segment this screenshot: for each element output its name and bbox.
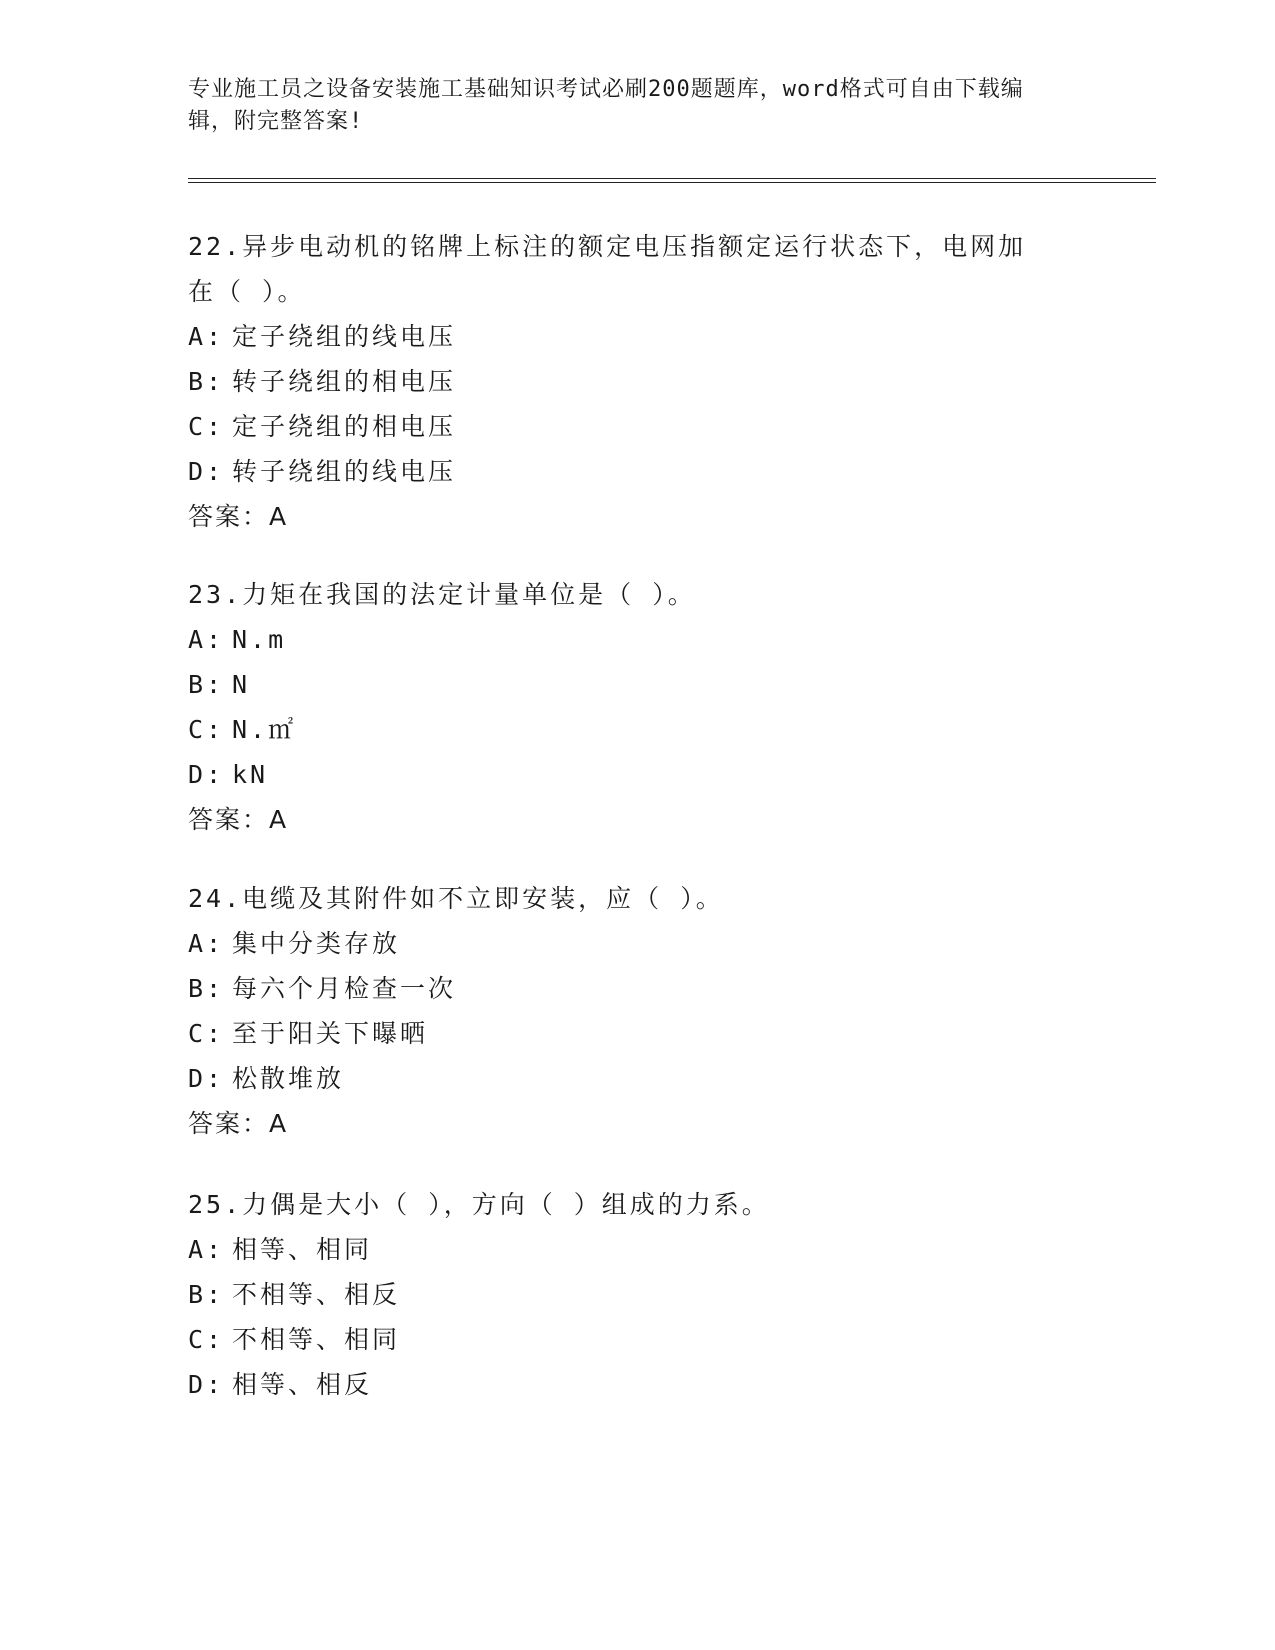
- question-22: [188, 224, 1088, 540]
- option-text: 每六个月检查一次: [232, 974, 457, 1003]
- option-text: 至于阳关下曝晒: [232, 1019, 429, 1048]
- option-text: N.㎡: [232, 715, 297, 744]
- option-text: 集中分类存放: [232, 929, 401, 958]
- option-d: [188, 1362, 1088, 1407]
- answer-line: 答案：A: [188, 1109, 289, 1138]
- option-a: [188, 1227, 1088, 1272]
- question-stem: 23.力矩在我国的法定计量单位是（ ）。: [188, 580, 696, 609]
- option-c: [188, 707, 1088, 752]
- option-letter: C:: [188, 715, 225, 744]
- question-24: [188, 876, 1088, 1147]
- option-letter: C:: [188, 1325, 225, 1354]
- question-25: [188, 1182, 1088, 1407]
- option-text: 相等、相反: [232, 1370, 373, 1399]
- option-text: 松散堆放: [232, 1064, 345, 1093]
- option-text: 不相等、相同: [232, 1325, 401, 1354]
- option-b: [188, 662, 1088, 707]
- option-text: N: [232, 670, 251, 699]
- answer-line: 答案：A: [188, 502, 289, 531]
- option-text: 不相等、相反: [232, 1280, 401, 1309]
- option-letter: C:: [188, 412, 225, 441]
- option-c: [188, 404, 1088, 449]
- option-a: [188, 314, 1088, 359]
- option-a: [188, 921, 1088, 966]
- option-a: [188, 617, 1088, 662]
- answer-line: 答案：A: [188, 805, 289, 834]
- option-letter: A:: [188, 322, 225, 351]
- option-c: [188, 1011, 1088, 1056]
- option-text: 定子绕组的线电压: [232, 322, 457, 351]
- option-text: 定子绕组的相电压: [232, 412, 457, 441]
- question-stem: 24.电缆及其附件如不立即安装，应（ ）。: [188, 884, 724, 913]
- option-letter: D:: [188, 760, 225, 789]
- option-text: 转子绕组的线电压: [232, 457, 457, 486]
- option-c: [188, 1317, 1088, 1362]
- option-letter: A:: [188, 1235, 225, 1264]
- option-b: [188, 359, 1088, 404]
- option-letter: D:: [188, 457, 225, 486]
- option-letter: B:: [188, 974, 225, 1003]
- option-text: 转子绕组的相电压: [232, 367, 457, 396]
- option-letter: C:: [188, 1019, 225, 1048]
- option-text: kN: [232, 760, 269, 789]
- option-b: [188, 966, 1088, 1011]
- option-letter: D:: [188, 1064, 225, 1093]
- document-header: 专业施工员之设备安装施工基础知识考试必刷200题题库，word格式可自由下载编辑，附完整答案!: [188, 77, 1024, 134]
- option-letter: B:: [188, 367, 225, 396]
- option-text: N.m: [232, 625, 287, 654]
- option-letter: A:: [188, 929, 225, 958]
- option-letter: D:: [188, 1370, 225, 1399]
- option-d: [188, 449, 1088, 494]
- option-letter: A:: [188, 625, 225, 654]
- option-letter: B:: [188, 670, 225, 699]
- option-text: 相等、相同: [232, 1235, 373, 1264]
- question-stem: 25.力偶是大小（ ），方向（ ）组成的力系。: [188, 1190, 770, 1219]
- option-d: [188, 1056, 1088, 1101]
- header-divider: [188, 178, 1156, 183]
- option-d: [188, 752, 1088, 797]
- question-stem: 22.异步电动机的铭牌上标注的额定电压指额定运行状态下，电网加在（ ）。: [188, 232, 1027, 306]
- question-23: [188, 572, 1088, 843]
- option-b: [188, 1272, 1088, 1317]
- option-letter: B:: [188, 1280, 225, 1309]
